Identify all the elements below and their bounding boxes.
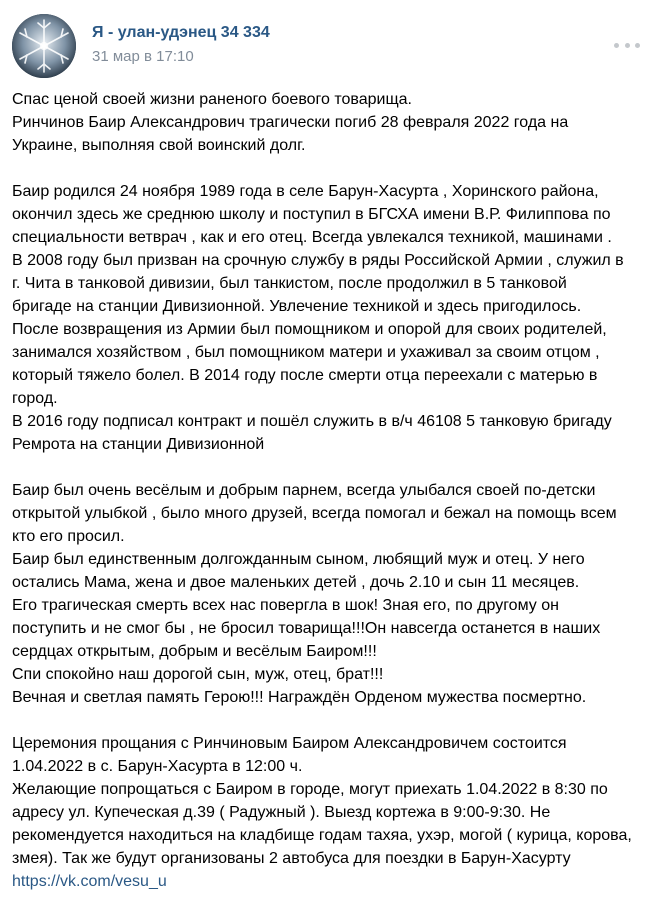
paragraph-gap (12, 157, 652, 180)
post-text-line: Его трагическая смерть всех нас повергла в шок! Зная его, по другому он (12, 597, 559, 614)
post-text-line: Украине, выполняя свой воинский долг. (12, 137, 306, 154)
post-text-line: змея). Так же будут организованы 2 автобуса для поездки в Барун-Хасурту (12, 850, 571, 867)
post-text-line: Баир был очень весёлым и добрым парнем, всегда улыбался своей по-детски (12, 482, 596, 499)
paragraph-gap (12, 456, 652, 479)
post-text-line: Спи спокойно наш дорогой сын, муж, отец, брат!!! (12, 666, 384, 683)
post-text-line: занимался хозяйством , был помощником матери и ухаживал за своим отцом , (12, 344, 600, 361)
snowflake-avatar-icon[interactable] (12, 14, 76, 78)
post-text-line: рекомендуется находиться на кладбище годам тахяа, ухэр, могой ( курица, корова, (12, 827, 632, 844)
post-date[interactable]: 31 мар в 17:10 (92, 48, 194, 65)
post-text-line: После возвращения из Армии был помощником и опорой для своих родителей, (12, 321, 607, 338)
post-text-line: Церемония прощания с Ринчиновым Баиром Александровичем состоится (12, 735, 567, 752)
post-text-line: открытой улыбкой , было много друзей, всегда помогал и бежал на помощь всем (12, 505, 617, 522)
dot-icon (635, 43, 640, 48)
post-text-line: Спас ценой своей жизни раненого боевого товарища. (12, 91, 412, 108)
post-text-line: кто его просил. (12, 528, 125, 545)
post-text-line: 1.04.2022 в с. Барун-Хасурта в 12:00 ч. (12, 758, 303, 775)
paragraph-gap (12, 709, 652, 732)
post-text-line: окончил здесь же среднюю школу и поступил в БГСХА имени В.Р. Филиппова по (12, 206, 611, 223)
post-text-line: Баир был единственным долгожданным сыном, любящий муж и отец. У него (12, 551, 585, 568)
vk-link[interactable]: https://vk.com/vesu_u (12, 873, 167, 890)
post-text-line: Баир родился 24 ноября 1989 года в селе Барун-Хасурта , Хоринского района, (12, 183, 599, 200)
author-name-link[interactable]: Я - улан-удэнец 34 334 (92, 24, 270, 41)
post-text-line: Ринчинов Баир Александрович трагически погиб 28 февраля 2022 года на (12, 114, 569, 131)
post-text-line: г. Чита в танковой дивизии, был танкистом, после продолжил в 5 танковой (12, 275, 567, 292)
post-text-line: поступить и не смог бы , не бросил товарища!!!Он навсегда останется в наших (12, 620, 601, 637)
post-text-line: В 2016 году подписал контракт и пошёл служить в в/ч 46108 5 танковую бригаду (12, 413, 612, 430)
post-text-line: Желающие попрощаться с Баиром в городе, могут приехать 1.04.2022 в 8:30 по (12, 781, 608, 798)
post-text-line: адресу ул. Купеческая д.39 ( Радужный ). Выезд кортежа в 9:00-9:30. Не (12, 804, 551, 821)
post-text-line: остались Мама, жена и двое маленьких детей , дочь 2.10 и сын 11 месяцев. (12, 574, 580, 591)
post-text-line: который тяжело болел. В 2014 году после смерти отца переехали с матерью в (12, 367, 598, 384)
post-text-line: город. (12, 390, 58, 407)
post-text-line: сердцах открытым, добрым и весёлым Баиром!!! (12, 643, 377, 660)
more-dots-icon[interactable] (614, 38, 640, 52)
post-header (12, 14, 644, 78)
post-link-line (12, 870, 652, 893)
dot-icon (614, 43, 619, 48)
post-text-line: специальности ветврач , как и его отец. Всегда увлекался техникой, машинами . (12, 229, 612, 246)
post-text-line: Ремрота на станции Дивизионной (12, 436, 265, 453)
post-text-line: бригаде на станции Дивизионной. Увлечение техникой и здесь пригодилось. (12, 298, 582, 315)
post-text (12, 88, 652, 893)
post-text-line: В 2008 году был призван на срочную службу в ряды Российской Армии , служил в (12, 252, 624, 269)
post-text-line: Вечная и светлая память Герою!!! Награждён Орденом мужества посмертно. (12, 689, 587, 706)
dot-icon (625, 43, 630, 48)
